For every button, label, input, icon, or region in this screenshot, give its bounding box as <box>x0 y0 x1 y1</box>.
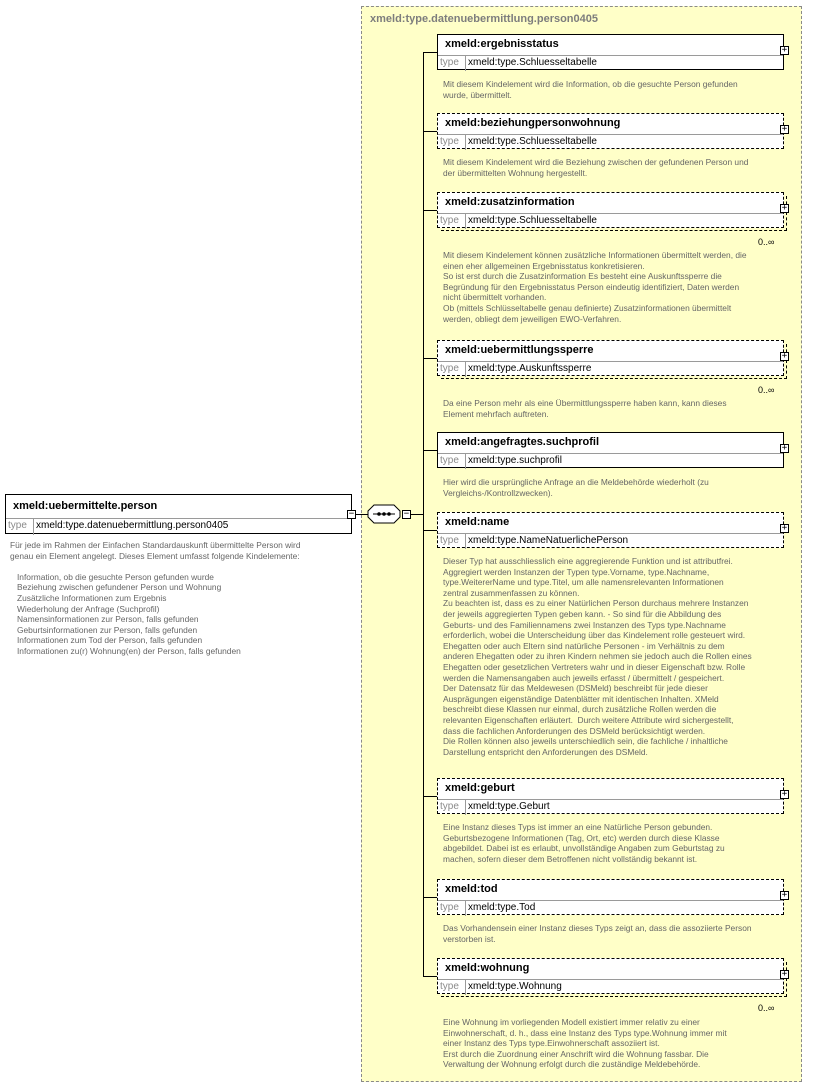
type-row <box>438 213 783 229</box>
element-name: xmeld:ergebnisstatus <box>445 38 559 50</box>
element-description: Eine Instanz dieses Typs ist immer an eine Natürliche Person gebunden. Geburtsbezogene Informationen (Tag, Ort, etc) werden durch diese Klasse abgebildet. Dabei ist es erlaubt, unvollständige Angaben zum Geburtstag zu machen, sofern dieser dem Betroffenen nicht vollständig bekannt ist. <box>443 822 725 864</box>
type-label: type <box>440 981 459 992</box>
connector-seq-to-trunk <box>411 514 423 515</box>
element-description: Da eine Person mehr als eine Übermittlungssperre haben kann, kann dieses Element mehrfach auftreten. <box>443 398 727 419</box>
sequence-compositor-icon <box>367 504 401 524</box>
element-zusatzinformation[interactable] <box>437 192 788 228</box>
element-name: xmeld:geburt <box>445 782 515 794</box>
type-separator <box>465 980 466 995</box>
type-separator <box>465 214 466 229</box>
connector-branch-7 <box>423 796 437 797</box>
type-label: type <box>440 215 459 226</box>
type-label: type <box>440 363 459 374</box>
cardinality-label: 0..∞ <box>758 1003 775 1013</box>
type-label: type <box>440 801 459 812</box>
element-name: xmeld:beziehungpersonwohnung <box>445 117 621 129</box>
type-label: type <box>440 535 459 546</box>
element-name[interactable] <box>437 512 788 548</box>
element-name: xmeld:wohnung <box>445 962 530 974</box>
connector-branch-3 <box>423 210 437 211</box>
connector-branch-1 <box>423 52 437 53</box>
type-label: type <box>440 902 459 913</box>
element-wohnung[interactable] <box>437 958 788 994</box>
type-value: xmeld:type.Tod <box>468 902 536 913</box>
root-element-box[interactable] <box>5 494 355 534</box>
type-row <box>438 361 783 377</box>
type-value: xmeld:type.Schluesseltabelle <box>468 136 597 147</box>
connector-branch-9 <box>423 976 437 977</box>
root-description: Für jede im Rahmen der Einfachen Standardauskunft übermittelte Person wird genau ein Element angelegt. Dieses Element umfasst folgende Kindelemente: Information, ob die gesuchte Person gefunden wurde Beziehung zwischen gefundener Person und Wohnung Zusätzliche Informationen zum Ergebnis Wiederholung der Anfrage (Suchprofil) Namensinformationen zur Person, falls gefunden Geburtsinformationen zur Person, falls gefunden Informationen zum Tod der Person, falls gefunden Informationen zu(r) Wohnung(en) der Person, falls gefunden <box>10 540 301 656</box>
element-description: Mit diesem Kindelement wird die Information, ob die gesuchte Person gefunden wurde, übermittelt. <box>443 79 738 100</box>
element-description: Mit diesem Kindelement können zusätzliche Informationen übermittelt werden, die einen eher allgemeinen Ergebnisstatus konkretisieren. So ist erst durch die Zusatzinformation Es besteht eine Auskunftssperre die Begründung für den Ergebnisstatus Person eindeutig identifiziert, Daten werden nicht übermittelt vorhanden. Ob (mittels Schlüsseltabelle genau definierte) Zusatzinformationen übermittelt werden, obliegt dem jeweiligen EWO-Verfahren. <box>443 250 747 324</box>
connector-branch-4 <box>423 358 437 359</box>
element-beziehungpersonwohnung[interactable] <box>437 113 788 149</box>
collapse-icon[interactable]: − <box>348 509 355 519</box>
expand-icon[interactable]: + <box>781 124 788 134</box>
expand-icon[interactable]: + <box>781 789 788 799</box>
expand-icon[interactable]: + <box>781 203 788 213</box>
root-type-value: xmeld:type.datenuebermittlung.person0405 <box>36 520 229 531</box>
connector-trunk <box>423 52 424 977</box>
type-separator <box>465 800 466 815</box>
element-name: xmeld:zusatzinformation <box>445 196 575 208</box>
type-separator <box>465 362 466 377</box>
element-tod[interactable] <box>437 879 788 915</box>
type-value: xmeld:type.Schluesseltabelle <box>468 57 597 68</box>
type-row <box>438 799 783 815</box>
expand-icon[interactable]: + <box>781 969 788 979</box>
expand-icon[interactable]: + <box>781 351 788 361</box>
element-geburt[interactable] <box>437 778 788 814</box>
element-ergebnisstatus[interactable] <box>437 34 788 70</box>
connector-branch-6 <box>423 530 437 531</box>
type-value: xmeld:type.Auskunftssperre <box>468 363 592 374</box>
type-value: xmeld:type.suchprofil <box>468 455 562 466</box>
element-uebermittlungssperre[interactable] <box>437 340 788 376</box>
type-label: type <box>440 136 459 147</box>
type-label: type <box>440 57 459 68</box>
connector-branch-8 <box>423 897 437 898</box>
type-value: xmeld:type.Schluesseltabelle <box>468 215 597 226</box>
expand-icon[interactable]: + <box>781 443 788 453</box>
root-type-row <box>6 518 351 535</box>
type-row <box>438 55 783 71</box>
type-row <box>438 134 783 150</box>
element-description: Eine Wohnung im vorliegenden Modell existiert immer relativ zu einer Einwohnerschaft, d. h., dass eine Instanz des Typs type.Wohnung immer mit einer Instanz des Typs type.Einwohnerschaft assoziiert ist. Erst durch die Zuordnung einer Anschrift wird die Wohnung fassbar. Die Verwaltung der Wohnung erfolgt durch die zuständige Meldebehörde. <box>443 1017 727 1070</box>
root-type-label: type <box>8 520 27 531</box>
sequence-collapse-icon[interactable]: − <box>403 509 410 519</box>
expand-icon[interactable]: + <box>781 523 788 533</box>
root-element-name: xmeld:uebermittelte.person <box>13 500 158 512</box>
connector-branch-2 <box>423 131 437 132</box>
type-row <box>438 900 783 916</box>
type-value: xmeld:type.Geburt <box>468 801 550 812</box>
element-name: xmeld:tod <box>445 883 498 895</box>
type-separator <box>465 135 466 150</box>
complex-type-title: xmeld:type.datenuebermittlung.person0405 <box>370 13 598 25</box>
expand-icon[interactable]: + <box>781 890 788 900</box>
element-angefragtes-suchprofil[interactable] <box>437 432 788 468</box>
element-description: Das Vorhandensein einer Instanz dieses Typs zeigt an, dass die assoziierte Person verstorben ist. <box>443 923 752 944</box>
cardinality-label: 0..∞ <box>758 237 775 247</box>
type-separator <box>465 454 466 469</box>
element-description: Dieser Typ hat ausschliesslich eine aggregierende Funktion und ist attributfrei. Aggregiert werden Instanzen der Typen type.Vorname, type.Nachname, type.WeitererName und type.Titel, um alle namensrelevanten Informationen zentral zusammenfassen zu können. Zu beachten ist, dass es zu einer Natürlichen Person durchaus mehrere Instanzen der jeweils aggregierten Typen geben kann. - So sind für die Abbildung des Geburts- und des Familiennamens zwei Instanzen des Typs type.Nachname erforderlich, wobei die Unterscheidung über das Kindelement rolle gesteuert wird. Ehegatten oder auch Eltern sind natürliche Personen - im Verhältnis zu dem anderen Ehegatten oder zu ihren Kindern nehmen sie jedoch auch die Rollen eines Ehegatten oder gesetzlichen Vertreters wahr und in dieser Eigenschaft bzw. Rolle werden die Namensangaben auch jeweils erfasst / übermittelt / gespeichert. Der Datensatz für das Meldewesen (DSMeld) beschreibt für jede dieser Ausprägungen eigenständige Datenblätter mit identischen Inhalten. XMeld beschreibt diese Klassen nur einmal, durch zusätzliche Rollen werden die relevanten Eigenschaften erläutert. Durch weitere Attribute wird sichergestellt, dass die fachlichen Anforderungen des DSMeld berücksichtigt werden. Die Rollen können also jeweils unterschiedlich sein, die fachliche / inhaltliche Darstellung entspricht den Anforderungen des DSMeld. <box>443 556 752 757</box>
type-separator <box>465 534 466 549</box>
type-label: type <box>440 455 459 466</box>
element-description: Hier wird die ursprüngliche Anfrage an die Meldebehörde wiederholt (zu Vergleichs-/Kontrollzwecken). <box>443 477 709 498</box>
root-type-separator <box>33 519 34 535</box>
type-separator <box>465 56 466 71</box>
connector-branch-5 <box>423 450 437 451</box>
type-row <box>438 453 783 469</box>
expand-icon[interactable]: + <box>781 45 788 55</box>
type-value: xmeld:type.NameNatuerlichePerson <box>468 535 629 546</box>
type-value: xmeld:type.Wohnung <box>468 981 562 992</box>
element-description: Mit diesem Kindelement wird die Beziehung zwischen der gefundenen Person und der übermittelten Wohnung hergestellt. <box>443 157 749 178</box>
type-separator <box>465 901 466 916</box>
type-row <box>438 533 783 549</box>
type-row <box>438 979 783 995</box>
element-name: xmeld:angefragtes.suchprofil <box>445 436 600 448</box>
element-name: xmeld:uebermittlungssperre <box>445 344 594 356</box>
cardinality-label: 0..∞ <box>758 385 775 395</box>
element-name-label: xmeld:name <box>445 516 510 528</box>
